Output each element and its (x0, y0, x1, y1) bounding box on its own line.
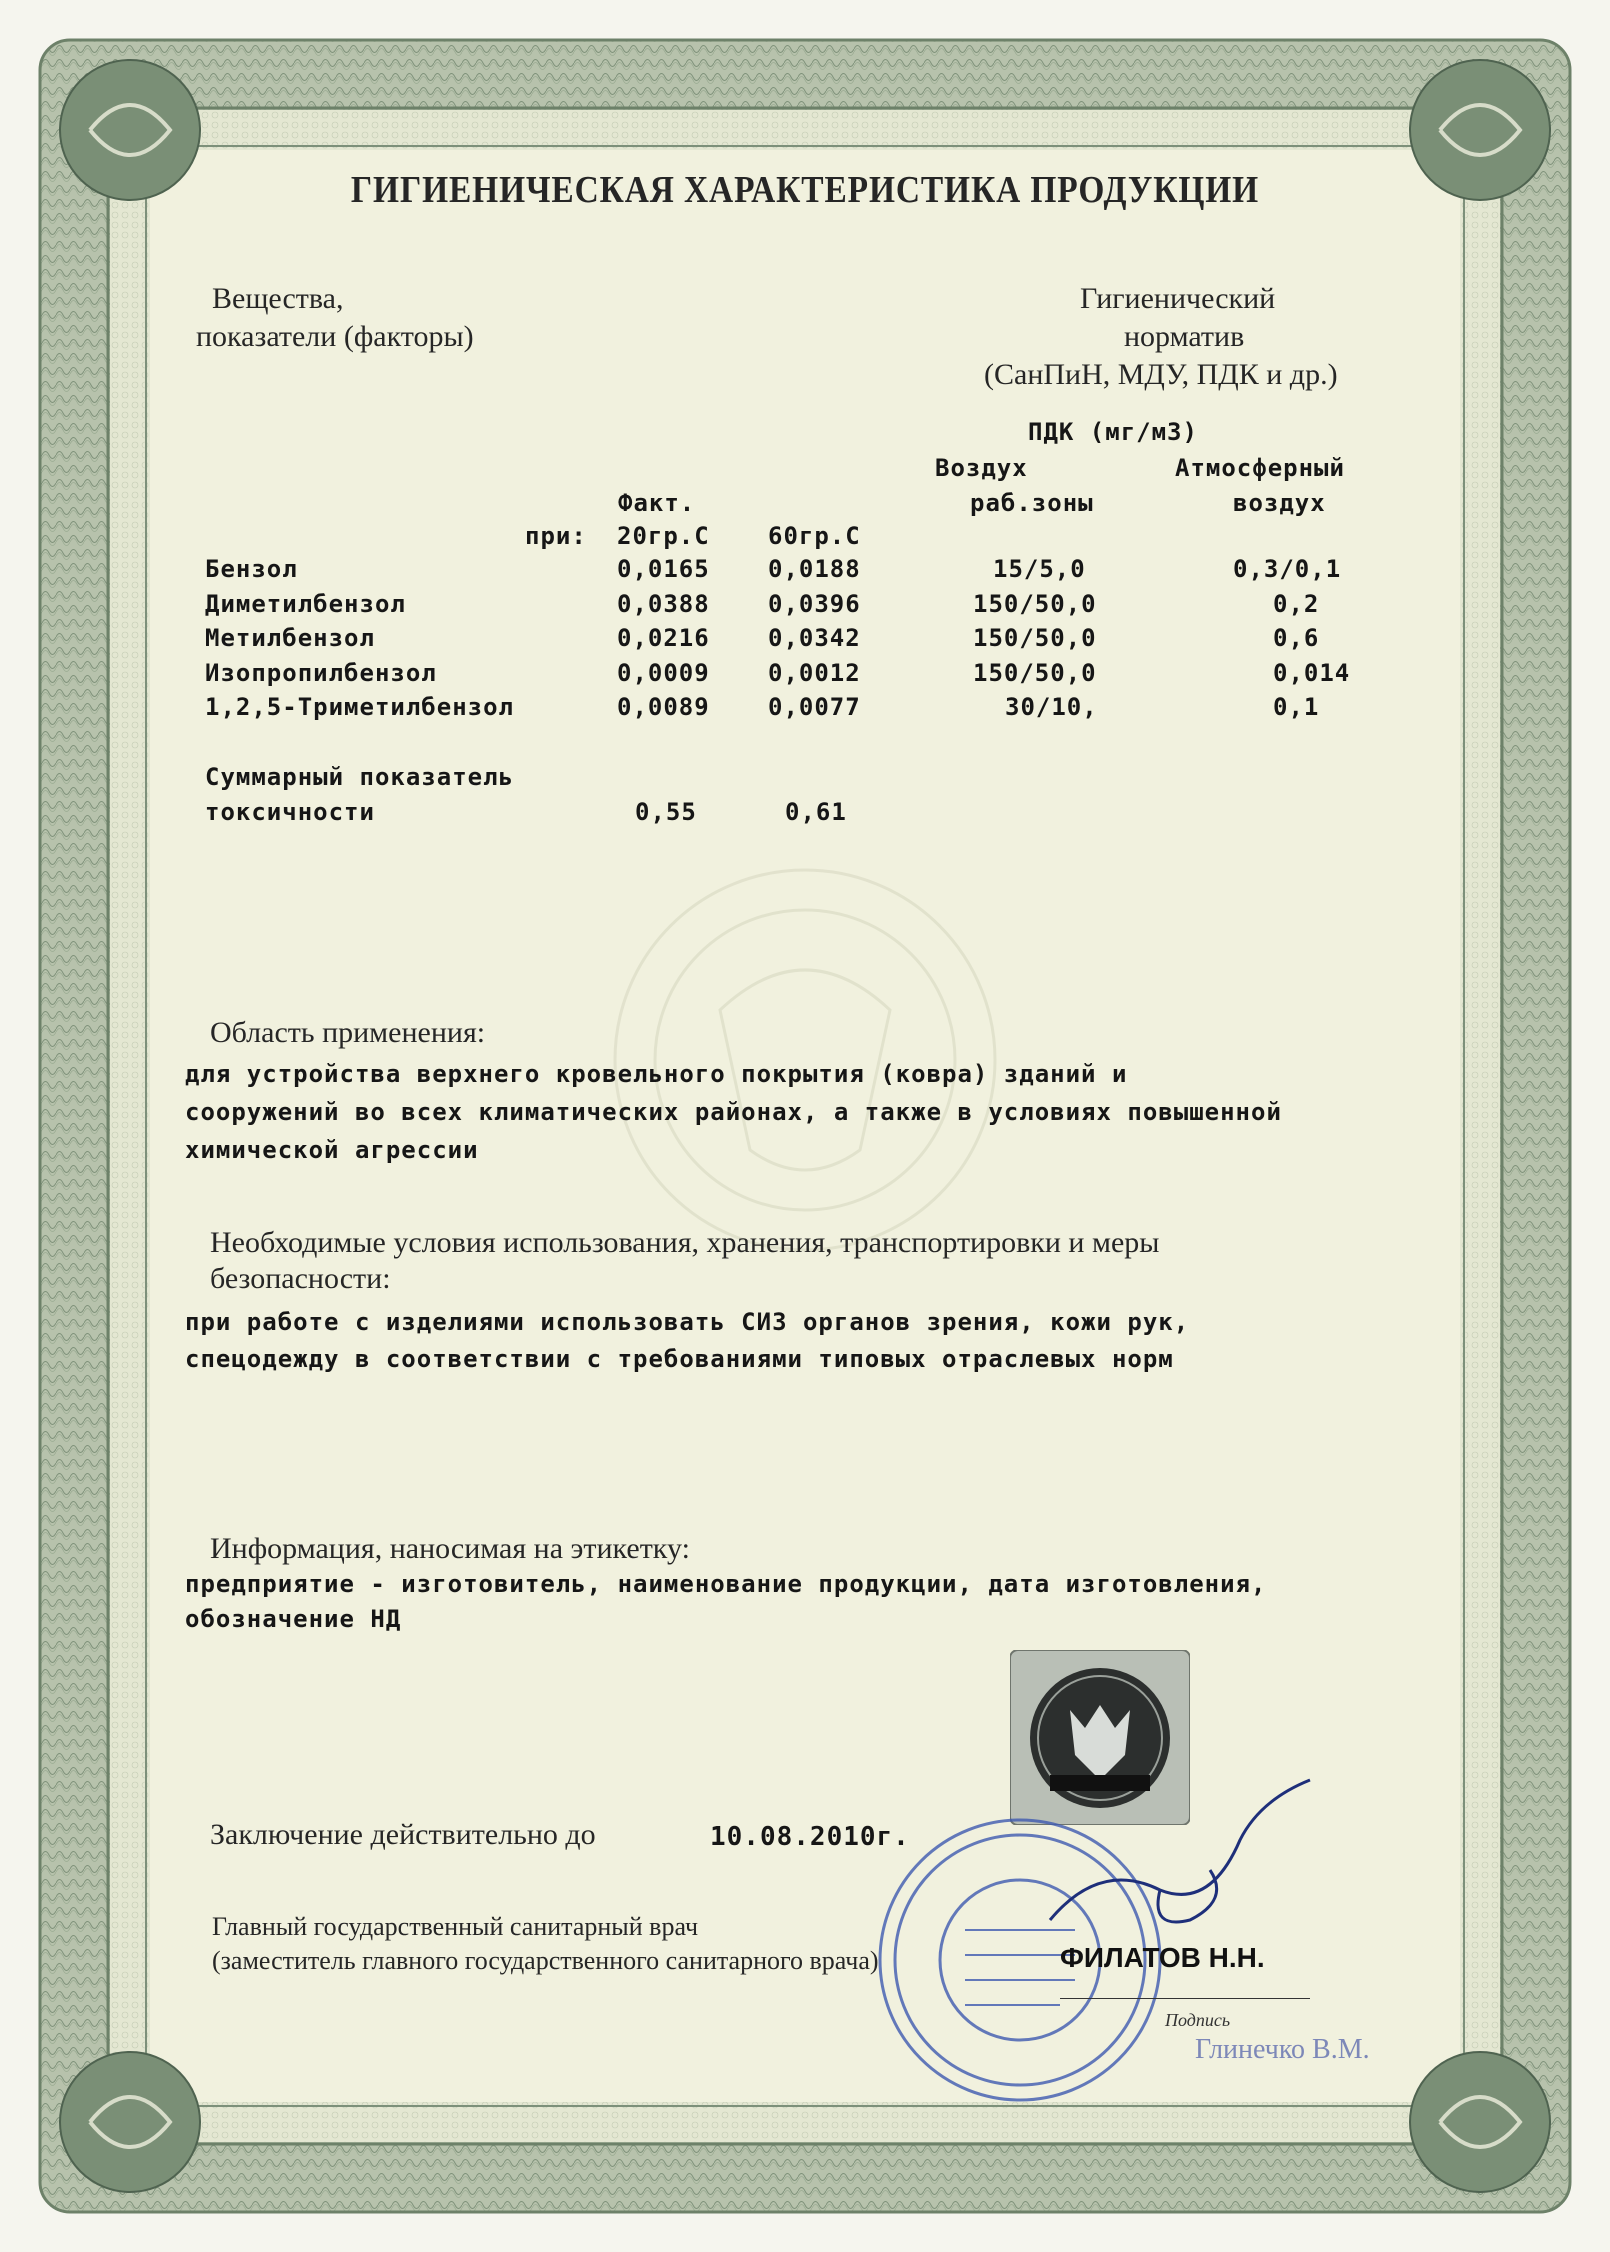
conditions-line1: при работе с изделиями использовать СИЗ органов зрения, кожи рук, (185, 1308, 1190, 1336)
atm-value: 0,2 (1273, 590, 1320, 618)
atm-value: 0,1 (1273, 693, 1320, 721)
signature-icon (1040, 1770, 1340, 1960)
sum-value-20: 0,55 (635, 798, 697, 826)
label-info-line1: предприятие - изготовитель, наименование продукции, дата изготовления, (185, 1570, 1267, 1598)
header-norm-line2: норматив (1124, 320, 1245, 353)
work-zone-value: 150/50,0 (973, 659, 1097, 687)
label-info-title: Информация, наносимая на этикетку: (210, 1532, 690, 1565)
pdk-label: ПДК (мг/м3) (1028, 418, 1198, 446)
value-20: 0,0388 (617, 590, 710, 618)
substance-name: 1,2,5-Триметилбензол (205, 693, 514, 721)
sum-label-line1: Суммарный показатель (205, 763, 514, 791)
document-title: ГИГИЕНИЧЕСКАЯ ХАРАКТЕРИСТИКА ПРОДУКЦИИ (350, 169, 1260, 211)
work-zone-value: 150/50,0 (973, 624, 1097, 652)
air-work-label-line1: Воздух (935, 454, 1028, 482)
work-zone-value: 15/5,0 (993, 555, 1086, 583)
value-20: 0,0009 (617, 659, 710, 687)
application-label: Область применения: (210, 1016, 486, 1049)
signature-name-stamp: Глинечко В.М. (1195, 2034, 1370, 2065)
header-norm-line1: Гигиенический (1080, 282, 1276, 315)
signature-caption: Подпись (1165, 2010, 1231, 2030)
at-label: при: (525, 522, 587, 550)
atm-value: 0,3/0,1 (1233, 555, 1342, 583)
air-atm-label-line2: воздух (1233, 489, 1326, 517)
signatory-line1: Главный государственный санитарный врач (212, 1912, 699, 1941)
air-work-label-line2: раб.зоны (970, 489, 1094, 517)
value-60: 0,0012 (768, 659, 861, 687)
conditions-line2: спецодежду в соответствии с требованиями типовых отраслевых норм (185, 1345, 1174, 1373)
signatory-name: ФИЛАТОВ Н.Н. (1060, 1942, 1265, 1973)
application-line1: для устройства верхнего кровельного покрытия (ковра) зданий и (185, 1060, 1128, 1088)
header-substances-line1: Вещества, (212, 282, 344, 315)
signatory-line2: (заместитель главного государственного санитарного врача) (212, 1946, 879, 1975)
air-atm-label-line1: Атмосферный (1175, 454, 1345, 482)
header-substances-line2: показатели (факторы) (196, 320, 474, 353)
conditions-label-line2: безопасности: (210, 1262, 391, 1295)
validity-date: 10.08.2010г. (710, 1822, 910, 1852)
value-60: 0,0188 (768, 555, 861, 583)
fact-label: Факт. (618, 489, 696, 517)
application-line2: сооружений во всех климатических районах, а также в условиях повышенной (185, 1098, 1282, 1126)
conditions-label-line1: Необходимые условия использования, хранения, транспортировки и меры (210, 1226, 1160, 1259)
application-line3: химической агрессии (185, 1136, 479, 1164)
label-info-line2: обозначение НД (185, 1605, 402, 1633)
validity-label: Заключение действительно до (210, 1818, 596, 1851)
substance-name: Метилбензол (205, 624, 375, 652)
work-zone-value: 150/50,0 (973, 590, 1097, 618)
value-20: 0,0089 (617, 693, 710, 721)
value-20: 0,0216 (617, 624, 710, 652)
temp-60-label: 60гр.С (768, 522, 861, 550)
value-60: 0,0396 (768, 590, 861, 618)
value-60: 0,0077 (768, 693, 861, 721)
sum-label-line2: токсичности (205, 798, 375, 826)
value-20: 0,0165 (617, 555, 710, 583)
value-60: 0,0342 (768, 624, 861, 652)
atm-value: 0,014 (1273, 659, 1351, 687)
work-zone-value: 30/10, (1005, 693, 1098, 721)
header-norm-line3: (СанПиН, МДУ, ПДК и др.) (984, 358, 1338, 391)
signature-line (1060, 1998, 1310, 1999)
substance-name: Диметилбензол (205, 590, 406, 618)
substance-name: Изопропилбензол (205, 659, 437, 687)
atm-value: 0,6 (1273, 624, 1320, 652)
temp-20-label: 20гр.С (617, 522, 710, 550)
substance-name: Бензол (205, 555, 298, 583)
sum-value-60: 0,61 (785, 798, 847, 826)
